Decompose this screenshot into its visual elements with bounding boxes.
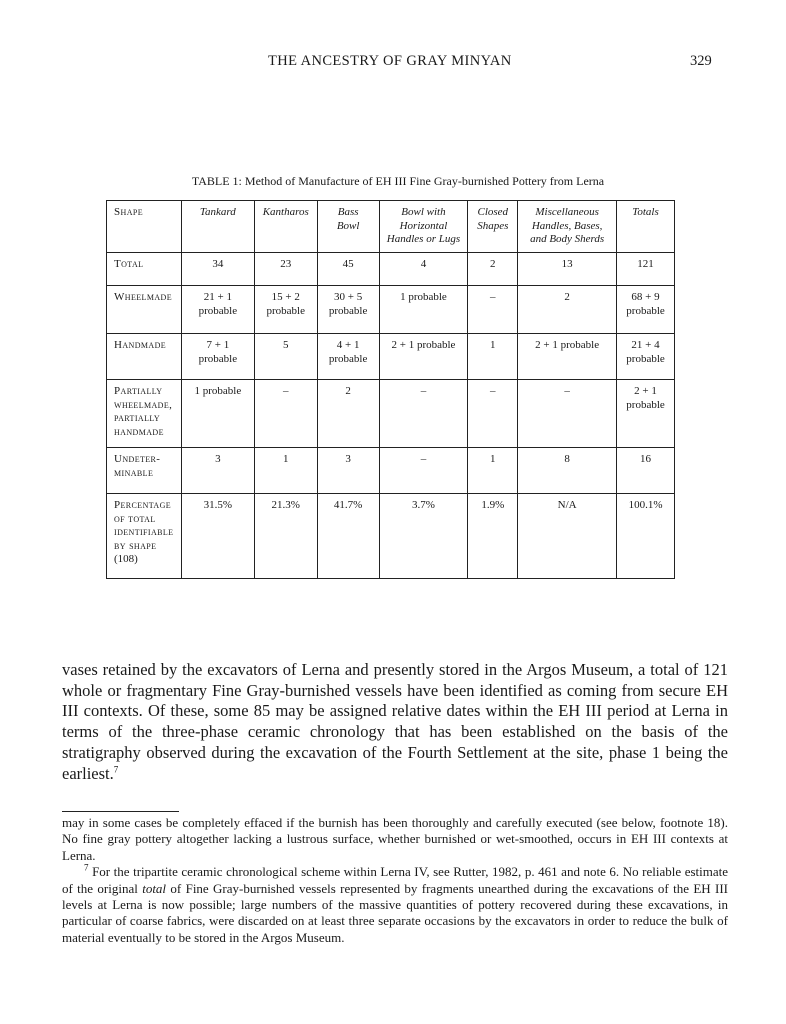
row-label-total: Total [107,253,182,286]
running-head [0,53,786,73]
table-cell: 3 [317,448,379,494]
table-cell: 2 [468,253,518,286]
table-cell: 21.3% [254,494,317,579]
footnote-7-text-part1: For the tripartite ceramic chronological scheme within Lerna IV, see Rutter, 1982, p. 461 and note 6. No reliable estimate of the original [62,864,729,896]
table-cell: – [254,380,317,448]
table-cell: 68 + 9 probable [617,286,675,334]
table-cell: – [468,286,518,334]
row-label-wheelmade: Wheelmade [107,286,182,334]
table-cell: 3.7% [379,494,468,579]
table-cell: 4 [379,253,468,286]
table-cell: 3 [181,448,254,494]
table-row-total [107,253,675,286]
column-header-shape: Shape [107,201,182,253]
table-cell: 1 [468,448,518,494]
table-cell: 41.7% [317,494,379,579]
body-paragraph-text: vases retained by the excavators of Lerna and presently stored in the Argos Museum, a total of 121 whole or fragmentary Fine Gray-burnished vessels have been identified as coming from secure EH III contexts. Of these, some 85 may be assigned relative dates within the EH III period at Lerna in terms of the three-phase ceramic chronology that has been established on the basis of the stratigraphy observed during the excavation of the Fourth Settlement at the site, phase 1 being the earliest. [62,660,728,783]
table-cell: – [518,380,617,448]
table-cell: – [379,380,468,448]
table-cell: 16 [617,448,675,494]
footnotes [62,815,728,946]
table-cell: 13 [518,253,617,286]
page-number: 329 [690,53,712,69]
table-cell: 45 [317,253,379,286]
table-cell: 1 probable [379,286,468,334]
running-title: THE ANCESTRY OF GRAY MINYAN [268,53,512,69]
row-label-percentage [107,494,182,579]
column-header-bowl-horizontal-handles: Bowl with Horizontal Handles or Lugs [379,201,468,253]
footnote-7-number: 7 [84,862,89,873]
table-cell: 5 [254,334,317,380]
table-cell: – [468,380,518,448]
table-cell: 21 + 1 probable [181,286,254,334]
footnote-7 [62,864,728,946]
table-cell: 2 + 1 probable [379,334,468,380]
footnote-7-text-part2: of Fine Gray-burnished vessels represented by fragments unearthed during the excavations of the EH III levels at Lerna is now possible; large numbers of the massive quantities of pottery recovered during these excavations, in particular of coarse fabrics, were discarded on at least three separate occasions by the excavators in order to reduce the bulk of material eventually to be stored in the Argos Museum. [62,880,729,945]
column-header-miscellaneous: Miscellaneous Handles, Bases, and Body Sherds [518,201,617,253]
table-cell: 7 + 1 probable [181,334,254,380]
table-cell: 2 + 1 probable [617,380,675,448]
table-cell: 2 + 1 probable [518,334,617,380]
footnote-reference: 7 [113,764,119,775]
table-cell: 1.9% [468,494,518,579]
column-header-kantharos: Kantharos [254,201,317,253]
table-cell: 2 [518,286,617,334]
table-cell: 34 [181,253,254,286]
table-header-row [107,201,675,253]
table-row-handmade [107,334,675,380]
manufacture-table [106,200,675,579]
table-row-percentage [107,494,675,579]
table-cell: 31.5% [181,494,254,579]
row-label-percentage-count: (108) [114,553,138,565]
table-row-wheelmade [107,286,675,334]
row-label-percentage-text: Percentage of total identifiable by shape [114,499,174,552]
table-cell: 4 + 1 probable [317,334,379,380]
table-cell: 21 + 4 probable [617,334,675,380]
table-caption: TABLE 1: Method of Manufacture of EH III Fine Gray-burnished Pottery from Lerna [191,174,605,188]
row-label-undeterminable: Undeter-minable [107,448,182,494]
footnote-rule [62,811,179,812]
column-header-closed-shapes: Closed Shapes [468,201,518,253]
row-label-partially-wheelmade: Partially wheelmade, partially handmade [107,380,182,448]
table-cell: N/A [518,494,617,579]
table-cell: 100.1% [617,494,675,579]
table-cell: 1 [468,334,518,380]
column-header-totals: Totals [617,201,675,253]
column-header-tankard: Tankard [181,201,254,253]
table-cell: 15 + 2 probable [254,286,317,334]
column-header-bass-bowl: Bass Bowl [317,201,379,253]
table-cell: 121 [617,253,675,286]
row-label-handmade: Handmade [107,334,182,380]
table-cell: 1 probable [181,380,254,448]
footnote-continued: may in some cases be completely effaced if the burnish has been thoroughly and carefully executed (see below, footnote 18). No fine gray pottery altogether lacking a lustrous surface, whether burnished or wet-smoothed, occurs in EH III contexts at Lerna. [62,815,728,863]
table-cell: – [379,448,468,494]
footnote-7-italic: total [142,880,167,896]
table-row-undeterminable [107,448,675,494]
body-paragraph [62,660,728,784]
table-cell: 1 [254,448,317,494]
table-cell: 30 + 5 probable [317,286,379,334]
table-row-partially-wheelmade [107,380,675,448]
table-cell: 23 [254,253,317,286]
table-cell: 2 [317,380,379,448]
table-cell: 8 [518,448,617,494]
